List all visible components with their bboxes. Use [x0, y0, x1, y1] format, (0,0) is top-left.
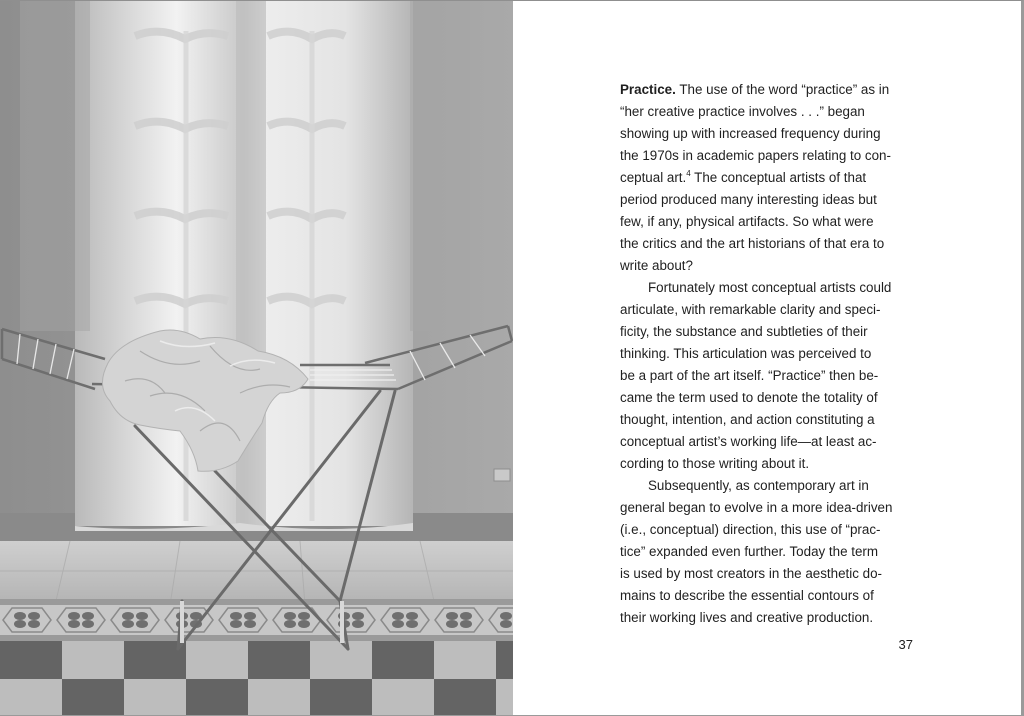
- text-line: (i.e., conceptual) direction, this use of “prac-: [620, 522, 881, 537]
- text-line: “her creative practice involves . . .” began: [620, 104, 865, 119]
- text-line: general began to evolve in a more idea-driven: [620, 500, 893, 515]
- text-line: is used by most creators in the aesthetic do-: [620, 566, 882, 581]
- text-line: Subsequently, as contemporary art in: [648, 478, 869, 493]
- text-line: thought, intention, and action constituting a: [620, 412, 875, 427]
- text-line: showing up with increased frequency during: [620, 126, 881, 141]
- text-line: Fortunately most conceptual artists could: [648, 280, 892, 295]
- text-line: the critics and the art historians of that era to: [620, 236, 885, 251]
- text-line: conceptual artist’s working life—at least ac-: [620, 434, 877, 449]
- footnote-reference[interactable]: 4: [686, 169, 691, 178]
- text-line: came the term used to denote the totality of: [620, 390, 878, 405]
- photo-image: [0, 1, 513, 715]
- text-line: thinking. This articulation was perceived to: [620, 346, 872, 361]
- text-line: the 1970s in academic papers relating to con-: [620, 148, 891, 163]
- drying-rack-photo-icon: [0, 1, 513, 715]
- text-line: their working lives and creative production.: [620, 610, 874, 625]
- text-line: Practice. The use of the word “practice” as in: [620, 82, 890, 97]
- page-number: 37: [898, 637, 913, 652]
- text-line: write about?: [620, 258, 693, 273]
- text-line: few, if any, physical artifacts. So what were: [620, 214, 874, 229]
- text-line: ceptual art.$^4$ The conceptual artists of that: [620, 169, 867, 185]
- text-line: cording to those writing about it.: [620, 456, 810, 471]
- text-line: tice” expanded even further. Today the term: [620, 544, 879, 559]
- text-line: ficity, the substance and subtleties of their: [620, 324, 868, 339]
- text-page: [513, 1, 1021, 715]
- run-in-heading: Practice.: [620, 82, 676, 97]
- text-line: be a part of the art itself. “Practice” then be-: [620, 368, 879, 383]
- body-text: [620, 79, 916, 629]
- text-line: mains to describe the essential contours of: [620, 588, 874, 603]
- text-line: articulate, with remarkable clarity and speci-: [620, 302, 881, 317]
- text-line: period produced many interesting ideas but: [620, 192, 877, 207]
